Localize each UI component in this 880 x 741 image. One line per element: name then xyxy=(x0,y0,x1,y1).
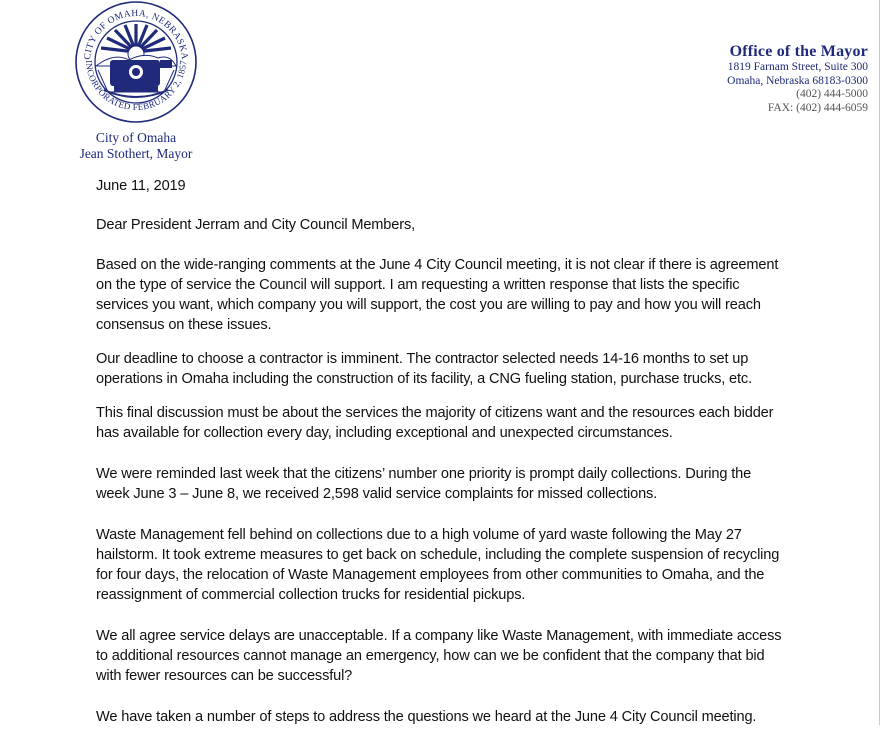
svg-text:INCORPORATED FEBRUARY 2, 1857: INCORPORATED FEBRUARY 2, 1857 xyxy=(83,59,189,113)
city-seal-icon xyxy=(74,0,198,124)
paragraph-4: We were reminded last week that the citizens’ number one priority is prompt daily collections. During the week June 3 – June 8, we received 2,598 valid service complaints for missed collections. xyxy=(96,466,752,502)
fax-label: FAX: xyxy=(767,101,794,114)
mayor-name: Jean Stothert, Mayor xyxy=(79,146,193,161)
address-line-1: 1819 Farnam Street, Suite 300 xyxy=(727,61,868,73)
paragraph-5: Waste Management fell behind on collections due to a high volume of yard waste following the May 27 hailstorm. It took extreme measures to get back on schedule, including the complete suspension of recycling for four days, the relocation of Waste Management employees from other communities to Omaha, and the reassignment of commercial collection trucks for residential pickups. xyxy=(96,527,780,603)
paragraph-7: We have taken a number of steps to address the questions we heard at the June 4 City Council meeting. xyxy=(96,709,757,725)
address-line-2: Omaha, Nebraska 68183-0300 xyxy=(727,74,868,87)
city-name: City of Omaha xyxy=(95,130,177,145)
letter-date: June 11, 2019 xyxy=(96,178,186,194)
paragraph-3: This final discussion must be about the services the majority of citizens want and the resources each bidder has available for collection every day, including exceptional and unexpected circumstances. xyxy=(96,405,774,441)
paragraph-6: We all agree service delays are unacceptable. If a company like Waste Management, with immediate access to additional resources cannot manage an emergency, how can we be confident that the company that bid with fewer resources can be successful? xyxy=(96,628,782,684)
office-title: Office of the Mayor xyxy=(729,43,868,60)
office-address-block xyxy=(727,43,868,115)
phone-number: (402) 444-5000 xyxy=(796,88,868,100)
paragraph-1: Based on the wide-ranging comments at the June 4 City Council meeting, it is not clear if there is agreement on the type of service the Council will support. I am requesting a written response that lists the specific services you want, which company you will support, the cost you are willing to pay and how you will reach consensus on these issues. xyxy=(96,257,779,333)
fax-number: (402) 444-6059 xyxy=(796,101,868,114)
letter-body xyxy=(96,176,786,741)
fax-line xyxy=(727,102,868,116)
letter-salutation: Dear President Jerram and City Council Members, xyxy=(96,217,415,233)
mayor-signature-block xyxy=(60,130,212,162)
paragraph-2: Our deadline to choose a contractor is imminent. The contractor selected needs 14-16 months to set up operations in Omaha including the construction of its facility, a CNG fueling station, purchase trucks, etc. xyxy=(96,351,752,387)
svg-text:CITY OF OMAHA, NEBRASKA: CITY OF OMAHA, NEBRASKA xyxy=(82,8,190,61)
